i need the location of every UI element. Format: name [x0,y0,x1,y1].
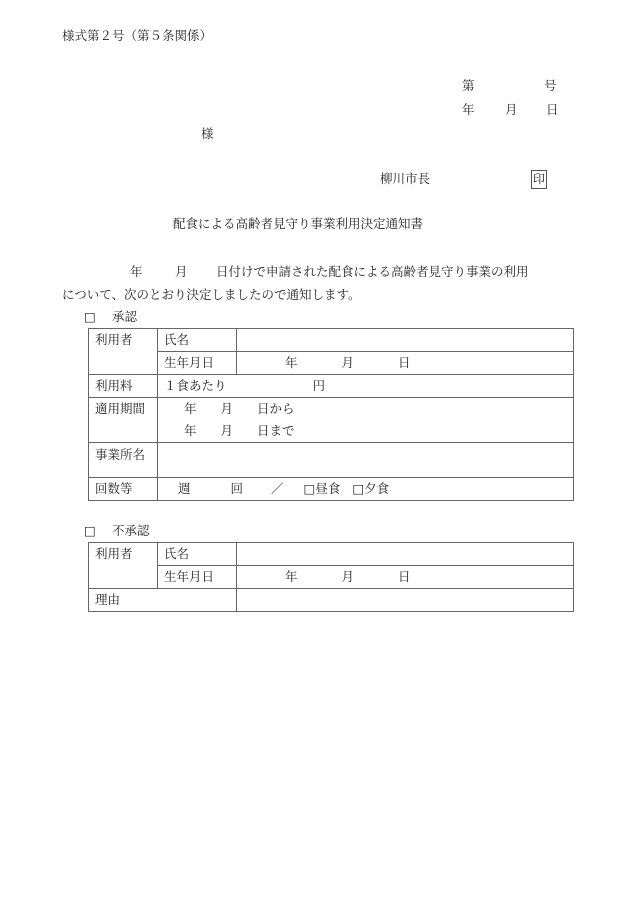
approved-table [88,328,574,501]
period-from-field[interactable]: 年 月 日から [158,398,574,421]
reason-field[interactable] [237,589,574,612]
doc-number-prefix: 第 [462,78,475,93]
period-to-field[interactable]: 年 月 日まで [158,420,574,443]
frequency-label: 回数等 [89,478,158,501]
body-line1: 日付けで申請された配食による高齢者見守り事業の利用 [216,264,529,279]
reason-label: 理由 [89,589,237,612]
office-label: 事業所名 [89,443,158,478]
rejected-table [88,542,574,612]
name-label: 氏名 [158,329,237,352]
issuer: 柳川市長 [380,171,431,186]
rejected-dob-label: 生年月日 [158,566,237,589]
body-month: 月 [175,264,188,279]
dinner-checkbox[interactable]: □夕食 [352,481,390,496]
dob-label: 生年月日 [158,352,237,375]
body-line2: について、次のとおり決定しましたので通知します。 [62,287,361,302]
document-title: 配食による高齢者見守り事業利用決定通知書 [173,216,424,231]
date-year: 年 [462,102,475,117]
recipient-suffix: 様 [201,126,214,141]
rejected-label: 不承認 [112,523,150,538]
period-label: 適用期間 [89,398,158,443]
approved-label: 承認 [112,309,138,324]
date-month: 月 [505,102,518,117]
rejected-dob-field[interactable]: 年 月 日 [237,566,574,589]
approved-checkbox[interactable]: □ [84,309,96,324]
seal-box: 印 [531,170,547,189]
rejected-user-label: 利用者 [89,543,158,589]
frequency-field[interactable]: 週 回 ／ □昼食 □夕食 [158,478,574,501]
dob-field[interactable]: 年 月 日 [237,352,574,375]
fee-field[interactable]: １食あたり 円 [158,375,574,398]
office-field[interactable] [158,443,574,478]
fee-label: 利用料 [89,375,158,398]
date-day: 日 [546,102,559,117]
rejected-name-field[interactable] [237,543,574,566]
form-number: 様式第２号（第５条関係） [62,28,213,43]
body-year: 年 [130,264,143,279]
lunch-checkbox[interactable]: □昼食 [303,481,341,496]
rejected-name-label: 氏名 [158,543,237,566]
rejected-checkbox[interactable]: □ [84,523,96,538]
doc-number-suffix: 号 [544,78,557,93]
name-field[interactable] [237,329,574,352]
user-label: 利用者 [89,329,158,375]
